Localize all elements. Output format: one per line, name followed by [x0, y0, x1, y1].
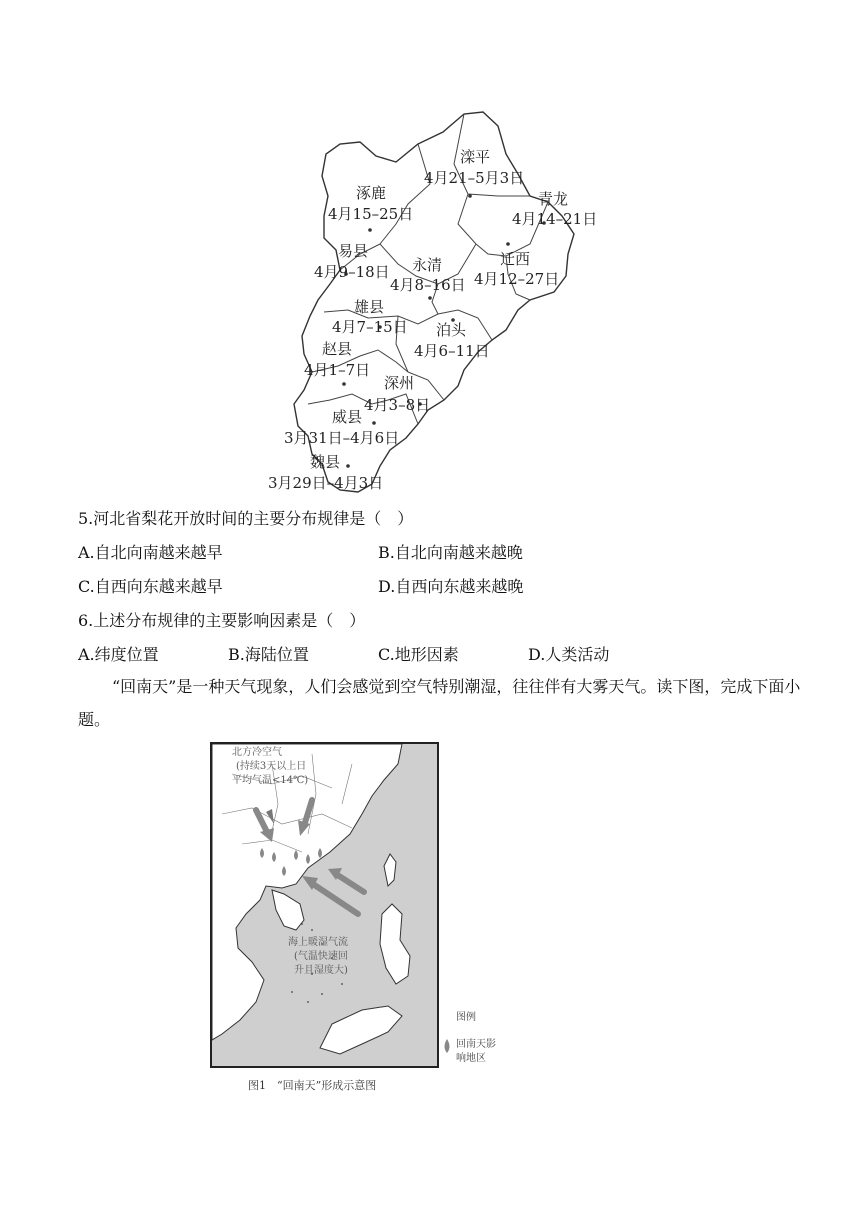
legend-item-line-2: 响地区: [456, 1053, 486, 1064]
legend-item-line-1: 回南天影: [456, 1039, 496, 1050]
region-dates: 3月31日–4月6日: [284, 429, 400, 447]
sea-air-note-2: (气温快速回: [294, 951, 348, 962]
question-6-stem: 6.上述分布规律的主要影响因素是（ ）: [78, 611, 366, 630]
huinantian-map: [210, 742, 439, 1068]
region-dates: 4月14–21日: [512, 210, 598, 228]
region-dates: 4月3–8日: [364, 396, 431, 414]
north-air-note-2: (持续3天以上日: [236, 761, 307, 772]
question-5-option-d[interactable]: D.自西向东越来越晚: [378, 577, 524, 596]
region-dates: 4月1–7日: [304, 361, 371, 379]
north-air-note-1: 北方冷空气: [232, 747, 282, 758]
region-name: 涿鹿: [356, 184, 387, 202]
figure-caption: 图1 “回南天”形成示意图: [248, 1079, 377, 1092]
question-6-option-a[interactable]: A.纬度位置: [78, 645, 159, 664]
region-dates: 4月7–15日: [332, 318, 408, 336]
region-name: 魏县: [310, 453, 341, 471]
region-dates: 4月9–18日: [314, 263, 390, 281]
region-dates: 4月15–25日: [328, 205, 414, 223]
region-dates: 4月12–27日: [474, 270, 560, 288]
region-name: 永清: [412, 256, 443, 274]
legend-title: 图例: [456, 1012, 476, 1023]
question-5-option-c[interactable]: C.自西向东越来越早: [78, 577, 223, 596]
region-name: 滦平: [460, 148, 491, 166]
hebei-pear-blossom-map: [268, 104, 598, 496]
north-air-note-3: 平均气温<14℃): [232, 775, 309, 786]
question-5-stem: 5.河北省梨花开放时间的主要分布规律是（ ）: [78, 509, 414, 528]
raindrop-legend-icon: [442, 1038, 452, 1054]
region-name: 易县: [338, 242, 369, 260]
region-name: 雄县: [354, 298, 385, 316]
region-name: 泊头: [436, 321, 467, 339]
region-dates: 4月21–5月3日: [424, 169, 525, 187]
question-5-option-a[interactable]: A.自北向南越来越早: [78, 543, 223, 562]
region-name: 深州: [384, 374, 415, 392]
region-name: 赵县: [322, 340, 353, 358]
region-dates: 4月8–16日: [390, 276, 466, 294]
sea-air-note-1: 海上暖湿气流: [288, 937, 348, 948]
question-6-option-c[interactable]: C.地形因素: [378, 645, 459, 664]
region-name: 青龙: [538, 190, 569, 208]
question-6-option-d[interactable]: D.人类活动: [528, 645, 610, 664]
huinantian-land: [212, 744, 437, 1066]
region-dates: 3月29日–4月3日: [268, 474, 384, 492]
passage-text: “回南天”是一种天气现象，人们会感觉到空气特别潮湿，往往伴有大雾天气。读下图，完成下面小题。: [78, 677, 801, 729]
question-6-option-b[interactable]: B.海陆位置: [228, 645, 309, 664]
region-dates: 4月6–11日: [414, 342, 490, 360]
sea-air-note-3: 升且湿度大): [294, 965, 348, 976]
region-name: 威县: [332, 408, 363, 426]
region-name: 迁西: [500, 250, 531, 268]
question-5-option-b[interactable]: B.自北向南越来越晚: [378, 543, 523, 562]
